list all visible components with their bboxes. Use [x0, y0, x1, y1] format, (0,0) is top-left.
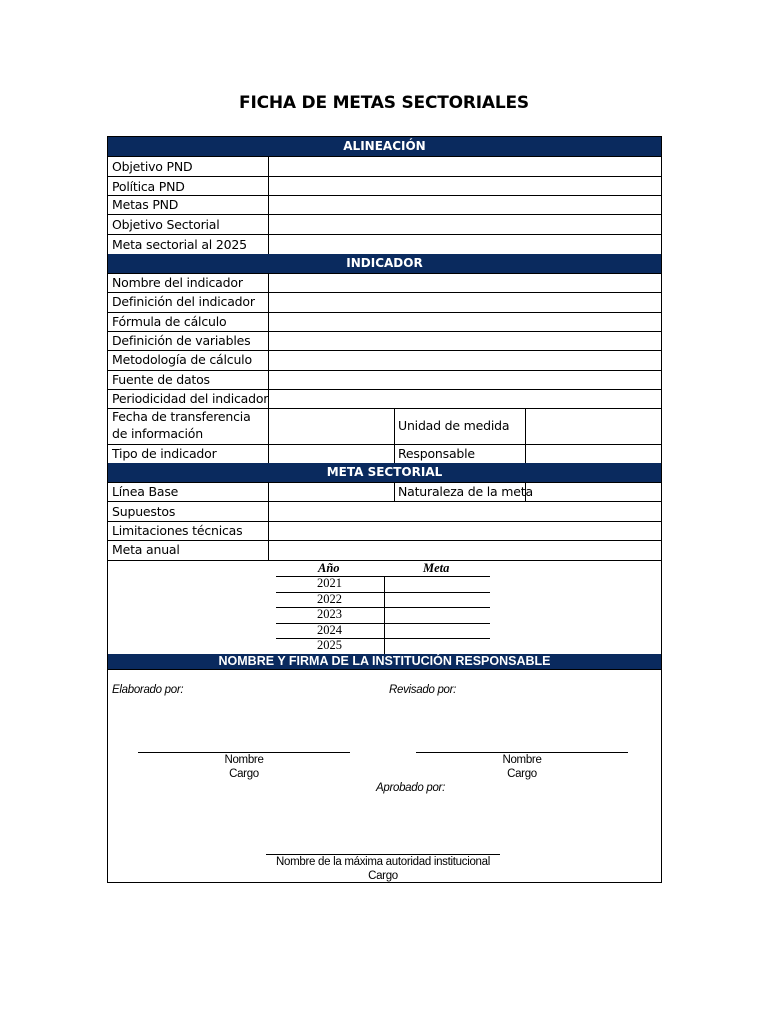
label-revisado-por: Revisado por: — [389, 684, 457, 696]
year-row: 2023 — [317, 607, 342, 621]
year-row: 2021 — [317, 576, 342, 590]
aprobado-cargo: Cargo — [368, 870, 398, 882]
label-definicion-indicador: Definición del indicador — [112, 294, 255, 309]
label-definicion-variables: Definición de variables — [112, 333, 251, 348]
label-supuestos: Supuestos — [112, 504, 176, 519]
label-elaborado-por: Elaborado por: — [112, 684, 184, 696]
meta-column-header: Meta — [423, 561, 450, 575]
label-linea-base: Línea Base — [112, 484, 179, 499]
label-fecha-transferencia — [112, 408, 251, 442]
label-tipo-indicador: Tipo de indicador — [112, 446, 217, 461]
section-header-alineacion: ALINEACIÓN — [108, 137, 661, 156]
label-fecha-transferencia-line1: Fecha de transferencia — [112, 409, 251, 424]
label-nombre-indicador: Nombre del indicador — [112, 275, 243, 290]
label-politica-pnd: Política PND — [112, 179, 185, 194]
label-metas-pnd: Metas PND — [112, 197, 179, 212]
label-fecha-transferencia-line2: de información — [112, 426, 203, 441]
year-row: 2025 — [317, 638, 342, 652]
section-header-meta-sectorial: META SECTORIAL — [108, 463, 661, 482]
aprobado-nombre-autoridad: Nombre de la máxima autoridad institucional — [275, 856, 491, 868]
year-row: 2024 — [317, 623, 342, 637]
label-meta-sectorial-2025: Meta sectorial al 2025 — [112, 237, 247, 252]
revisado-nombre: Nombre — [502, 754, 542, 766]
label-responsable: Responsable — [398, 446, 475, 461]
label-unidad-medida: Unidad de medida — [398, 418, 510, 433]
label-formula-calculo: Fórmula de cálculo — [112, 314, 227, 329]
label-metodologia-calculo: Metodología de cálculo — [112, 352, 252, 367]
year-row: 2022 — [317, 592, 342, 606]
label-limitaciones-tecnicas: Limitaciones técnicas — [112, 523, 243, 538]
metas-form — [107, 136, 662, 883]
label-meta-anual: Meta anual — [112, 542, 180, 557]
revisado-cargo: Cargo — [507, 768, 537, 780]
section-header-firmas: NOMBRE Y FIRMA DE LA INSTITUCIÓN RESPONSABLE — [108, 654, 661, 669]
section-header-indicador: INDICADOR — [108, 254, 661, 273]
label-periodicidad-indicador: Periodicidad del indicador — [112, 391, 269, 406]
page-title: FICHA DE METAS SECTORIALES — [239, 93, 529, 113]
elaborado-cargo: Cargo — [229, 768, 259, 780]
elaborado-nombre: Nombre — [224, 754, 264, 766]
label-aprobado-por: Aprobado por: — [376, 782, 445, 794]
year-column-header: Año — [318, 561, 340, 575]
label-naturaleza-meta: Naturaleza de la meta — [398, 484, 533, 499]
label-fuente-datos: Fuente de datos — [112, 372, 210, 387]
label-objetivo-sectorial: Objetivo Sectorial — [112, 217, 220, 232]
label-objetivo-pnd: Objetivo PND — [112, 159, 193, 174]
